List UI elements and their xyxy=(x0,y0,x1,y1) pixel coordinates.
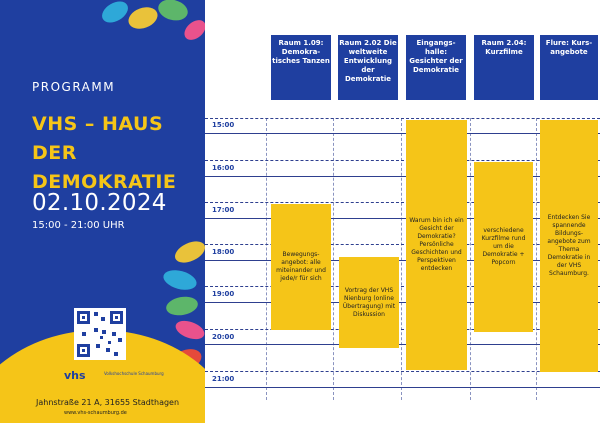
time-label: 19:00 xyxy=(212,290,235,298)
vhs-logo: vhs xyxy=(64,369,86,382)
qr-code-icon[interactable] xyxy=(74,308,126,360)
event-time: 15:00 - 21:00 UHR xyxy=(32,220,125,231)
time-label: 21:00 xyxy=(212,375,235,383)
event-kursangebote: Entdecken Sie spannende Bildungs-angebote zum Thema Demokratie in der VHS Schaumburg. xyxy=(540,120,598,372)
event-date: 02.10.2024 xyxy=(32,190,167,216)
page-title: VHS – HAUS DER DEMOKRATIE xyxy=(32,113,177,193)
address: Jahnstraße 21 A, 31655 Stadthagen xyxy=(36,398,180,407)
time-label: 17:00 xyxy=(212,206,235,214)
time-label: 20:00 xyxy=(212,333,235,341)
hour-line xyxy=(205,118,600,119)
room-header-2-04: Raum 2.04: Kurzfilme xyxy=(474,35,534,100)
left-panel xyxy=(0,0,205,423)
event-gesichter: Warum bin ich ein Gesicht der Demokratie? Persönliche Geschichten und Perspektiven entdecken xyxy=(406,120,467,370)
hands-top-decoration-icon xyxy=(95,0,205,50)
time-label: 16:00 xyxy=(212,164,235,172)
partner-logo-text: Volkshochschule Schaumburg xyxy=(104,371,164,376)
event-vortrag: Vortrag der VHS Nienburg (online Übertragung) mit Diskussion xyxy=(339,257,399,348)
room-header-2-02: Raum 2.02 Die weltweite Entwicklung der Demokratie xyxy=(338,35,398,100)
room-header-eingangshalle: Eingangs-halle: Gesichter der Demokratie xyxy=(406,35,466,100)
time-label: 18:00 xyxy=(212,248,235,256)
event-bewegungsangebot: Bewegungs-angebot: alle miteinander und jede/r für sich xyxy=(271,204,331,330)
program-label: PROGRAMM xyxy=(32,80,116,94)
room-header-1-09: Raum 1.09: Demokra-tisches Tanzen xyxy=(271,35,331,100)
website-link[interactable]: www.vhs-schaumburg.de xyxy=(64,410,127,416)
room-header-flure: Flure: Kurs-angebote xyxy=(540,35,598,100)
event-kurzfilme: verschiedene Kurzfilme rund um die Demokratie + Popcorn xyxy=(474,162,533,332)
time-label: 15:00 xyxy=(212,121,235,129)
hour-line xyxy=(205,387,600,388)
